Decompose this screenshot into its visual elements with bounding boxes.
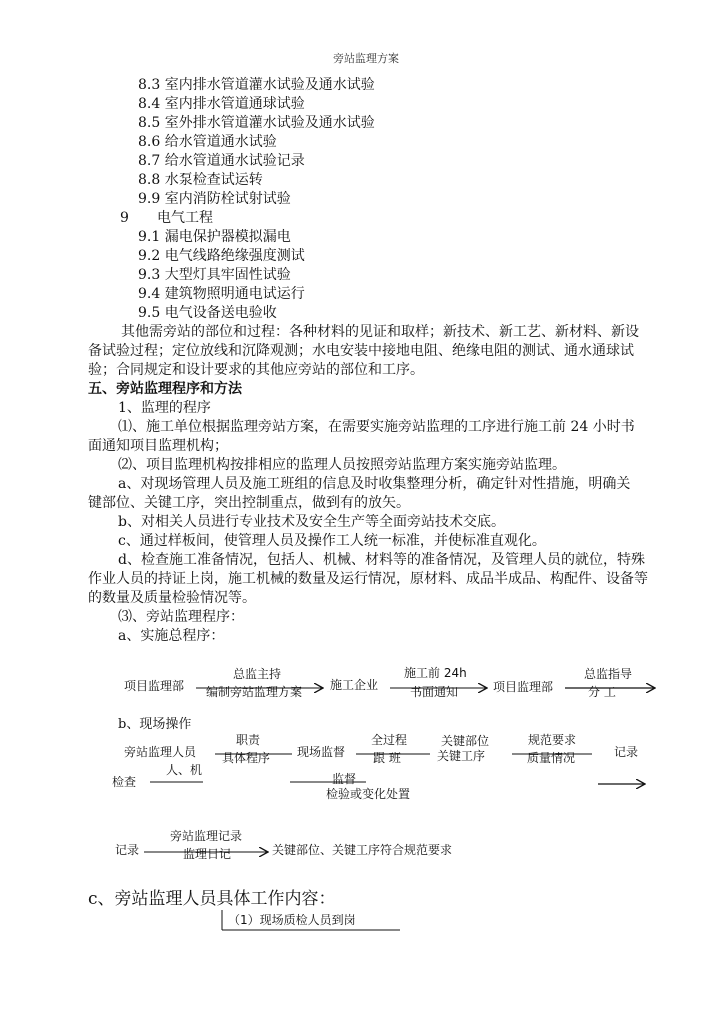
flow-node: 记录 — [614, 745, 639, 759]
section-heading: 五、旁站监理程序和方法 — [88, 381, 242, 397]
paragraph-line: 备试验过程；定位放线和沉降观测；水电安装中接地电阻、绝缘电阻的测试、通水通球试 — [88, 343, 634, 359]
section-heading: c、旁站监理人员具体工作内容： — [88, 889, 336, 909]
subheading: 1、监理的程序 — [118, 400, 211, 416]
flow-node: 项目监理部 — [493, 680, 554, 694]
paragraph-line: d、检查施工准备情况，包括人、机械、材料等的准备情况，及管理人员的就位，特殊 — [118, 552, 645, 568]
paragraph-line: c、通过样板间，使管理人员及操作工人统一标准，并使标准直观化。 — [118, 533, 546, 549]
flow-label: 施工前 24h — [404, 666, 467, 680]
flow-label: 监理日记 — [183, 847, 232, 861]
flow-node: 检查 — [112, 775, 137, 789]
flow-label: 总监指导 — [584, 667, 633, 681]
list-item: 8.8 水泵检查试运转 — [138, 172, 263, 188]
flow-label: 跟 班 — [373, 751, 401, 765]
flow-title: b、现场操作 — [118, 717, 192, 732]
box-item: （1）现场质检人员到岗 — [228, 913, 356, 927]
flow-label: 职责 — [236, 733, 261, 747]
paragraph-line: 的数量及质量检验情况等。 — [88, 590, 256, 606]
list-item: 8.7 给水管道通水试验记录 — [138, 153, 305, 169]
flow-node: 关键工序 — [437, 749, 486, 763]
list-item: 8.5 室外排水管道灌水试验及通水试验 — [138, 115, 375, 131]
flow-label: 质量情况 — [527, 751, 576, 765]
flow-label: 全过程 — [371, 733, 408, 747]
flow-node: 施工企业 — [330, 678, 379, 692]
paragraph-line: 作业人员的持证上岗，施工机械的数量及运行情况，原材料、成品半成品、构配件、设备等 — [88, 571, 648, 587]
list-item: 9.5 电气设备送电验收 — [138, 305, 277, 321]
list-item: 9.9 室内消防栓试射试验 — [138, 191, 291, 207]
paragraph-line: b、对相关人员进行专业技术及安全生产等全面旁站技术交底。 — [118, 514, 505, 530]
flow-label: 旁站监理记录 — [170, 829, 243, 843]
flow-label: 监督 — [332, 772, 357, 786]
flow-label: 编制旁站监理方案 — [206, 685, 303, 699]
flow-label: 总监主持 — [233, 667, 282, 681]
paragraph-line: a、对现场管理人员及施工班组的信息及时收集整理分析，确定针对性措施，明确关 — [118, 476, 631, 492]
flow-label: 具体程序 — [222, 751, 271, 765]
page-header: 旁站监理方案 — [333, 52, 399, 65]
flow-label: 规范要求 — [528, 733, 577, 747]
flow-node: 现场监督 — [297, 745, 346, 759]
flow-label: 分 工 — [588, 685, 616, 699]
paragraph-line: 验；合同规定和设计要求的其他应旁站的部位和工序。 — [88, 362, 424, 378]
paragraph-line: 面通知项目监理机构； — [88, 438, 228, 454]
flow-label: 书面通知 — [410, 685, 459, 699]
flow-node: 记录 — [115, 843, 140, 857]
flow-node: 旁站监理人员 — [124, 745, 197, 759]
flow-label: 检验或变化处置 — [326, 787, 411, 801]
paragraph-line: a、实施总程序： — [118, 628, 225, 644]
list-item: 9.3 大型灯具牢固性试验 — [138, 267, 291, 283]
list-item: 9.4 建筑物照明通电试运行 — [138, 286, 305, 302]
section-title: 电气工程 — [157, 210, 213, 226]
section-number: 9 — [120, 210, 129, 226]
paragraph-line: ⑴、施工单位根据监理旁站方案，在需要实施旁站监理的工序进行施工前 24 小时书 — [118, 419, 635, 435]
paragraph-line: ⑵、项目监理机构按排相应的监理人员按照旁站监理方案实施旁站监理。 — [118, 457, 566, 473]
paragraph-line: ⑶、旁站监理程序： — [118, 609, 244, 625]
flow-node: 项目监理部 — [124, 679, 185, 693]
list-item: 8.4 室内排水管道通球试验 — [138, 96, 305, 112]
paragraph-line: 键部位、关键工序，突出控制重点，做到有的放矢。 — [88, 495, 410, 511]
list-item: 9.2 电气线路绝缘强度测试 — [138, 248, 305, 264]
list-item: 8.3 室内排水管道灌水试验及通水试验 — [138, 77, 375, 93]
list-item: 8.6 给水管道通水试验 — [138, 134, 277, 150]
flow-result: 关键部位、关键工序符合规范要求 — [272, 843, 453, 857]
flow-node-extra: 人、机 — [166, 763, 203, 777]
flow-node: 关键部位 — [441, 734, 490, 748]
list-item: 9.1 漏电保护器模拟漏电 — [138, 229, 291, 245]
paragraph-line: 其他需旁站的部位和过程：各种材料的见证和取样；新技术、新工艺、新材料、新设 — [121, 324, 639, 340]
